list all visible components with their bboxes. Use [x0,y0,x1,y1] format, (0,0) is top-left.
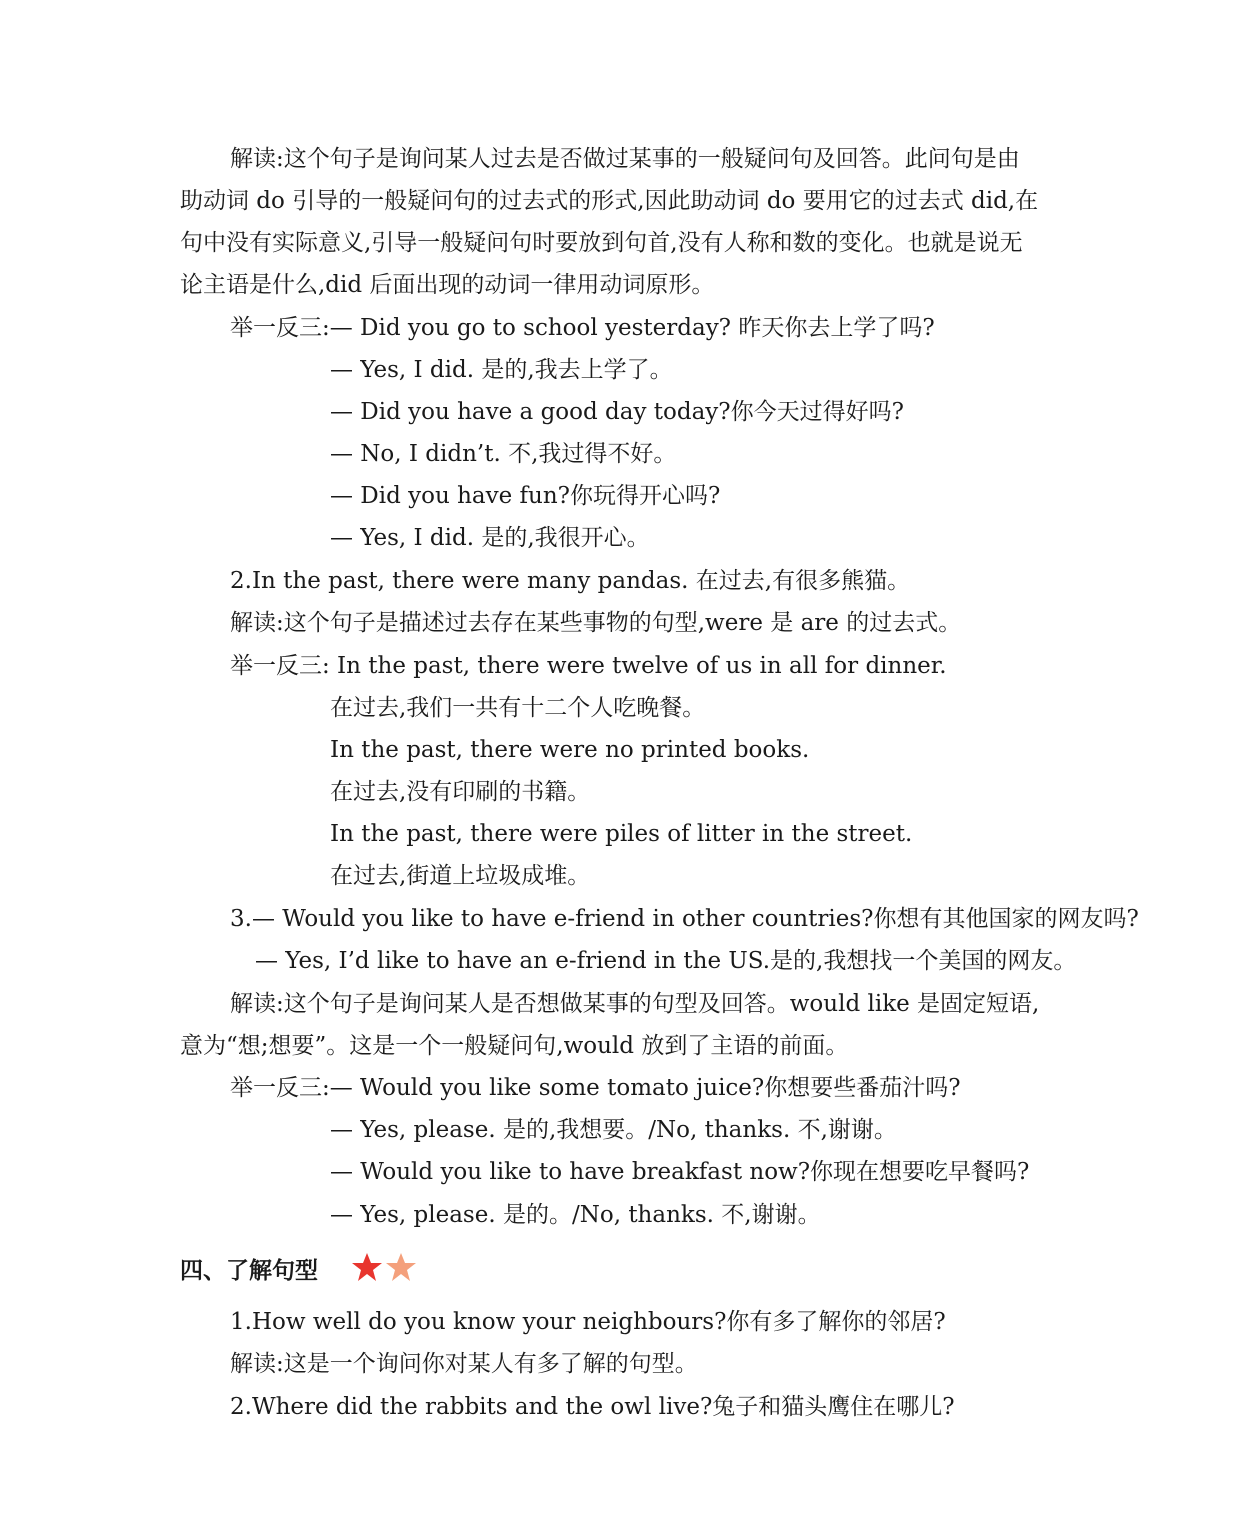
section-heading: 四、了解句型 [180,1258,318,1284]
paragraph-line: 解读:这个句子是描述过去存在某些事物的句型,were 是 are 的过去式。 [230,610,962,636]
paragraph-line: 解读:这是一个询问你对某人有多了解的句型。 [230,1351,698,1377]
paragraph-line: 解读:这个句子是询问某人是否想做某事的句型及回答。would like 是固定短语, [230,991,1040,1017]
example-line: — Yes, please. 是的,我想要。/No, thanks. 不,谢谢。 [330,1117,897,1143]
example-line: — Did you have fun?你玩得开心吗? [330,483,721,509]
example-line: — Would you like to have breakfast now?你现在想要吃早餐吗? [330,1159,1030,1185]
example-line: — Yes, I did. 是的,我很开心。 [330,525,650,551]
example-line: 在过去,街道上垃圾成堆。 [330,863,591,889]
example-line: 举一反三:— Did you go to school yesterday? 昨天你去上学了吗? [230,315,935,341]
paragraph-line: 句中没有实际意义,引导一般疑问句时要放到句首,没有人称和数的变化。也就是说无 [180,230,1023,256]
example-line: — Yes, I did. 是的,我去上学了。 [330,357,673,383]
star-icon [352,1253,382,1281]
sentence-line: — Yes, I’d like to have an e-friend in the US.是的,我想找一个美国的网友。 [255,948,1077,974]
sentence-line: 2.In the past, there were many pandas. 在过去,有很多熊猫。 [230,568,911,594]
example-line: 举一反三:— Would you like some tomato juice?你想要些番茄汁吗? [230,1075,961,1101]
example-line: — Yes, please. 是的。/No, thanks. 不,谢谢。 [330,1202,821,1228]
sentence-line: 2.Where did the rabbits and the owl live?兔子和猫头鹰住在哪儿? [230,1394,955,1420]
example-line: 在过去,我们一共有十二个人吃晚餐。 [330,695,706,721]
example-line: In the past, there were piles of litter in the street. [330,821,913,847]
example-line: — Did you have a good day today?你今天过得好吗? [330,399,904,425]
example-line: 在过去,没有印刷的书籍。 [330,779,591,805]
sentence-line: 3.— Would you like to have e-friend in other countries?你想有其他国家的网友吗? [230,906,1139,932]
sentence-line: 1.How well do you know your neighbours?你有多了解你的邻居? [230,1309,946,1335]
example-line: — No, I didn’t. 不,我过得不好。 [330,441,677,467]
paragraph-line: 助动词 do 引导的一般疑问句的过去式的形式,因此助动词 do 要用它的过去式 did,在 [180,188,1039,214]
difficulty-stars [350,1250,422,1286]
paragraph-line: 论主语是什么,did 后面出现的动词一律用动词原形。 [180,272,715,298]
example-line: In the past, there were no printed books. [330,737,810,763]
example-line: 举一反三: In the past, there were twelve of us in all for dinner. [230,653,947,679]
paragraph-line: 解读:这个句子是询问某人过去是否做过某事的一般疑问句及回答。此问句是由 [230,146,1020,172]
star-icon [386,1253,416,1281]
paragraph-line: 意为“想;想要”。这是一个一般疑问句,would 放到了主语的前面。 [180,1033,849,1059]
